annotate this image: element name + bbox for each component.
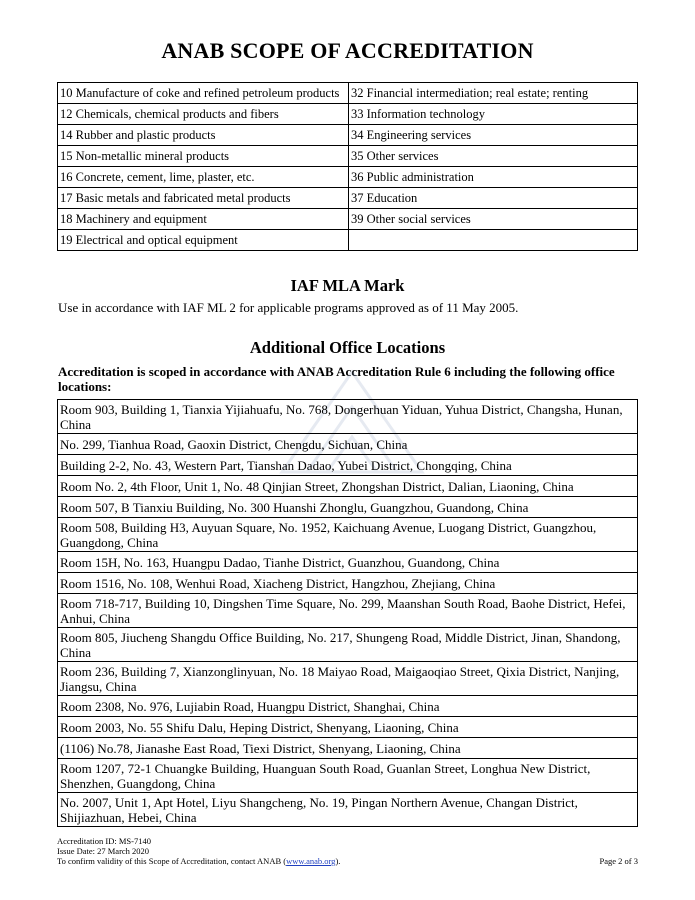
office-row [58, 476, 638, 497]
scope-cell-right [349, 230, 638, 251]
scope-cell-left: 15 Non-metallic mineral products [58, 146, 349, 167]
office-location: (1106) No.78, Jianashe East Road, Tiexi District, Shenyang, Liaoning, China [58, 738, 638, 759]
office-location: Building 2-2, No. 43, Western Part, Tianshan Dadao, Yubei District, Chongqing, China [58, 455, 638, 476]
scope-table [57, 82, 638, 251]
office-location: Room 903, Building 1, Tianxia Yijiahuafu, No. 768, Dongerhuan Yiduan, Yuhua District, Changsha, Hunan, China [58, 400, 638, 434]
page-number: Page 2 of 3 [599, 856, 638, 866]
scope-cell-right: 39 Other social services [349, 209, 638, 230]
office-location: Room 507, B Tianxiu Building, No. 300 Huanshi Zhonglu, Guangzhou, Guandong, China [58, 497, 638, 518]
confirm-prefix: To confirm validity of this Scope of Accreditation, contact ANAB ( [57, 856, 287, 866]
office-row [58, 573, 638, 594]
office-location: Room 1207, 72-1 Chuangke Building, Huanguan South Road, Guanlan Street, Longhua New District, Shenzhen, Guangdong, China [58, 759, 638, 793]
confirm-text [57, 856, 638, 866]
office-row [58, 518, 638, 552]
office-heading: Additional Office Locations [249, 338, 446, 357]
page-title: ANAB SCOPE OF ACCREDITATION [161, 38, 534, 63]
scope-cell-left: 19 Electrical and optical equipment [58, 230, 349, 251]
scope-cell-left: 10 Manufacture of coke and refined petroleum products [58, 83, 349, 104]
office-row [58, 738, 638, 759]
office-location: Room 2308, No. 976, Lujiabin Road, Huangpu District, Shanghai, China [58, 696, 638, 717]
anab-link[interactable]: www.anab.org [286, 856, 336, 866]
office-row [58, 696, 638, 717]
office-row [58, 552, 638, 573]
office-location: No. 2007, Unit 1, Apt Hotel, Liyu Shangcheng, No. 19, Pingan Northern Avenue, Changan District, Shijiazhuan, Hebei, China [58, 793, 638, 827]
office-location: Room 2003, No. 55 Shifu Dalu, Heping District, Shenyang, Liaoning, China [58, 717, 638, 738]
office-location: Room 1516, No. 108, Wenhui Road, Xiacheng District, Hangzhou, Zhejiang, China [58, 573, 638, 594]
scope-cell-right: 35 Other services [349, 146, 638, 167]
scope-cell-right: 33 Information technology [349, 104, 638, 125]
office-row [58, 497, 638, 518]
footer [57, 836, 638, 866]
office-row [58, 434, 638, 455]
office-row [58, 628, 638, 662]
office-row [58, 455, 638, 476]
office-location: Room 236, Building 7, Xianzonglinyuan, No. 18 Maiyao Road, Maigaoqiao Street, Qixia District, Nanjing, Jiangsu, China [58, 662, 638, 696]
office-row [58, 594, 638, 628]
office-location: No. 299, Tianhua Road, Gaoxin District, Chengdu, Sichuan, China [58, 434, 638, 455]
scope-cell-left: 16 Concrete, cement, lime, plaster, etc. [58, 167, 349, 188]
scope-cell-left: 12 Chemicals, chemical products and fibers [58, 104, 349, 125]
office-row [58, 662, 638, 696]
scope-row [58, 83, 638, 104]
scope-cell-left: 17 Basic metals and fabricated metal products [58, 188, 349, 209]
scope-row [58, 230, 638, 251]
scope-row [58, 167, 638, 188]
scope-row [58, 125, 638, 146]
office-location: Room No. 2, 4th Floor, Unit 1, No. 48 Qinjian Street, Zhongshan District, Dalian, Liaoning, China [58, 476, 638, 497]
confirm-suffix: ). [335, 856, 341, 866]
office-intro: Accreditation is scoped in accordance with ANAB Accreditation Rule 6 including the following office locations: [58, 364, 615, 394]
office-table [57, 399, 638, 827]
issue-date: Issue Date: 27 March 2020 [57, 846, 150, 856]
office-location: Room 15H, No. 163, Huangpu Dadao, Tianhe District, Guanzhou, Guandong, China [58, 552, 638, 573]
iaf-text: Use in accordance with IAF ML 2 for applicable programs approved as of 11 May 2005. [58, 300, 519, 315]
scope-cell-left: 14 Rubber and plastic products [58, 125, 349, 146]
scope-row [58, 209, 638, 230]
office-row [58, 400, 638, 434]
accreditation-id: Accreditation ID: MS-7140 [57, 836, 151, 846]
scope-row [58, 188, 638, 209]
office-location: Room 508, Building H3, Auyuan Square, No. 1952, Kaichuang Avenue, Luogang District, Guangzhou, Guangdong, China [58, 518, 638, 552]
office-location: Room 805, Jiucheng Shangdu Office Building, No. 217, Shungeng Road, Middle District, Jinan, Shandong, China [58, 628, 638, 662]
iaf-heading: IAF MLA Mark [290, 276, 405, 295]
office-location: Room 718-717, Building 10, Dingshen Time Square, No. 299, Maanshan South Road, Baohe District, Hefei, Anhui, China [58, 594, 638, 628]
office-row [58, 793, 638, 827]
scope-cell-right: 37 Education [349, 188, 638, 209]
scope-cell-right: 36 Public administration [349, 167, 638, 188]
scope-row [58, 146, 638, 167]
scope-row [58, 104, 638, 125]
scope-cell-right: 32 Financial intermediation; real estate; renting [349, 83, 638, 104]
office-row [58, 759, 638, 793]
scope-cell-left: 18 Machinery and equipment [58, 209, 349, 230]
scope-cell-right: 34 Engineering services [349, 125, 638, 146]
office-row [58, 717, 638, 738]
